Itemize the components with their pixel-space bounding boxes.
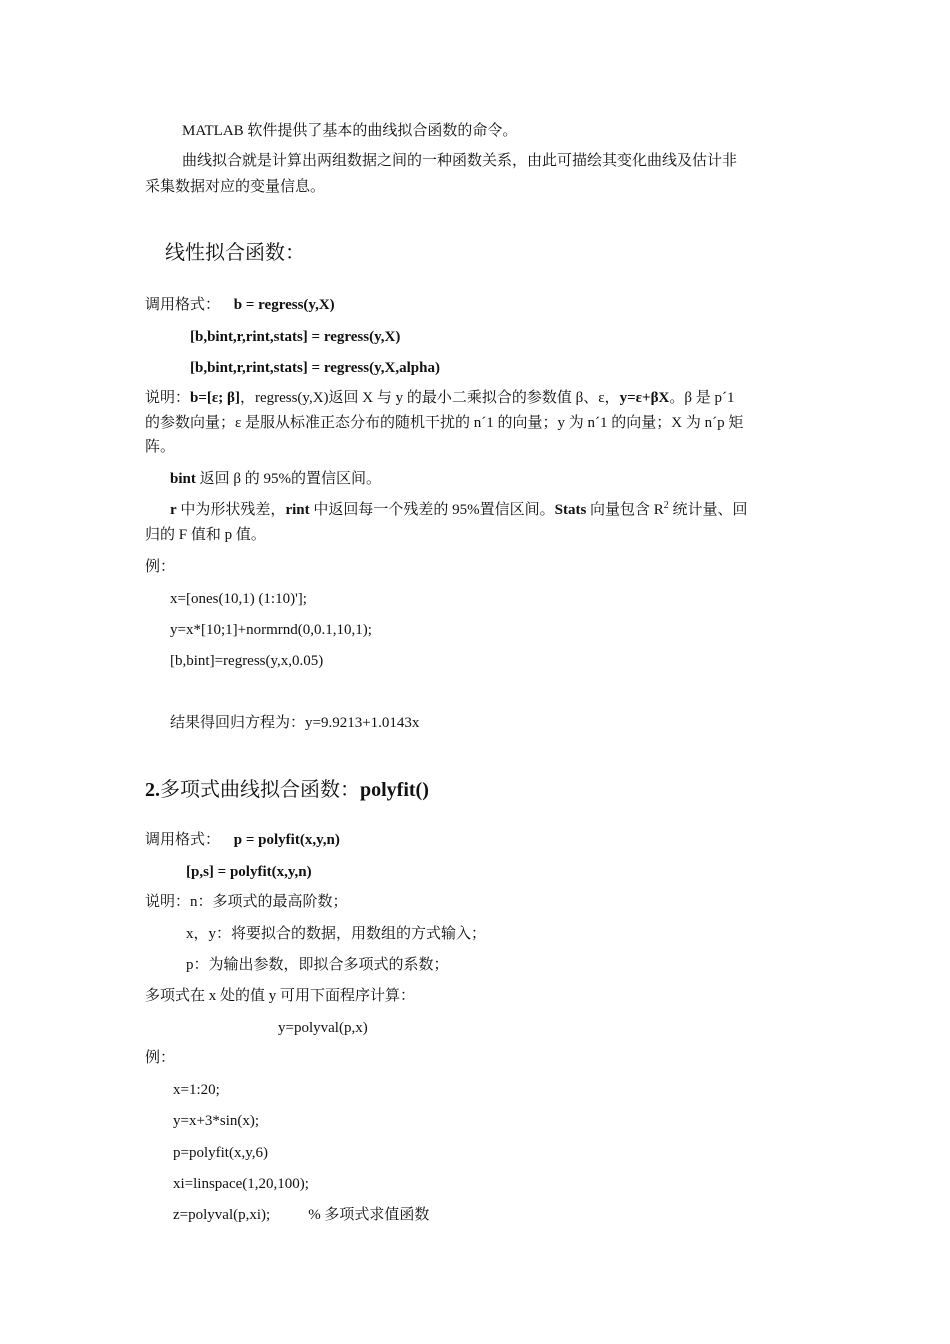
regress-call-line-1 [145,295,335,315]
code-line: y=x+3*sin(x); [173,1113,260,1129]
regress-call-2: [b,bint,r,rint,stats] = regress(y,X) [190,329,401,345]
regression-result: 结果得回归方程为：y=9.9213+1.0143x [170,715,420,731]
section2-title [145,780,429,800]
intro-line-1: MATLAB 软件提供了基本的曲线拟合函数的命令。 [182,123,518,139]
code-comment: % 多项式求值函数 [308,1207,430,1223]
polyfit-desc-1: 说明：n：多项式的最高阶数； [145,894,348,910]
desc-label: 说明： [145,390,191,406]
polyfit-call-line-1 [145,830,340,850]
r-text-3: 向量包含 R [586,502,664,518]
intro-line-3: 采集数据对应的变量信息。 [145,179,326,195]
r-keyword: r [170,502,177,518]
code-line: y=x*[10;1]+normrnd(0,0.1,10,1); [170,622,372,638]
code-line: x=[ones(10,1) (1:10)']; [170,591,307,607]
r-description-line-1 [170,500,748,520]
code-line: p=polyfit(x,y,6) [173,1145,268,1161]
bint-keyword: bint [170,471,196,487]
code-line: [b,bint]=regress(y,x,0.05) [170,653,324,669]
polyval-formula: y=polyval(p,x) [278,1020,368,1036]
section1-title: 线性拟合函数： [165,242,305,264]
code-line: x=1:20; [173,1082,220,1098]
polyfit-call-1: p = polyfit(x,y,n) [233,832,340,848]
regress-call-1: b = regress(y,X) [233,297,335,313]
polyfit-desc-4: 多项式在 x 处的值 y 可用下面程序计算： [145,988,416,1004]
polyfit-desc-2: x，y：将要拟合的数据，用数组的方式输入； [186,926,487,942]
section2-number: 2. [145,779,160,801]
call-format-label: 调用格式： [145,297,221,313]
example-label-2: 例： [145,1050,176,1066]
r-description-line-2: 归的 F 值和 p 值。 [145,527,266,543]
call-format-label: 调用格式： [145,832,221,848]
desc-eq: y=ε+βX [619,390,670,406]
rint-keyword: rint [285,502,310,518]
r-text-1: 中为形状残差， [176,502,286,518]
r-text-2: 中返回每一个残差的 95%置信区间。 [309,502,555,518]
code-line: xi=linspace(1,20,100); [173,1176,309,1192]
desc-end: 。β 是 p´1 [669,390,735,406]
regress-call-3: [b,bint,r,rint,stats] = regress(y,X,alpha) [190,360,440,376]
regress-description-line-3: 阵。 [145,439,176,455]
bint-description [170,469,381,489]
code-line [173,1205,429,1225]
bint-text: 返回 β 的 95%的置信区间。 [195,471,381,487]
regress-description-line-2: 的参数向量；ε 是服从标准正态分布的随机干扰的 n´1 的向量；y 为 n´1 的向量；X 为 n´p 矩 [145,415,744,431]
example-label-1: 例： [145,559,176,575]
section2-title-text: 多项式曲线拟合函数： [160,779,360,801]
r-text-4: 统计量、回 [668,502,748,518]
desc-b: b=[ε; β] [190,390,240,406]
desc-mid: ，regress(y,X)返回 X 与 y 的最小二乘拟合的参数值 β、ε， [239,390,620,406]
stats-keyword: Stats [554,502,587,518]
code-text: z=polyval(p,xi); [173,1207,271,1223]
r-squared-sup: 2 [663,500,669,511]
intro-line-2: 曲线拟合就是计算出两组数据之间的一种函数关系，由此可描绘其变化曲线及估计非 [182,153,738,169]
polyfit-call-2: [p,s] = polyfit(x,y,n) [186,864,312,880]
polyfit-desc-3: p：为输出参数，即拟合多项式的系数； [186,957,449,973]
section2-function: polyfit() [360,779,429,801]
regress-description-line-1 [145,388,734,408]
